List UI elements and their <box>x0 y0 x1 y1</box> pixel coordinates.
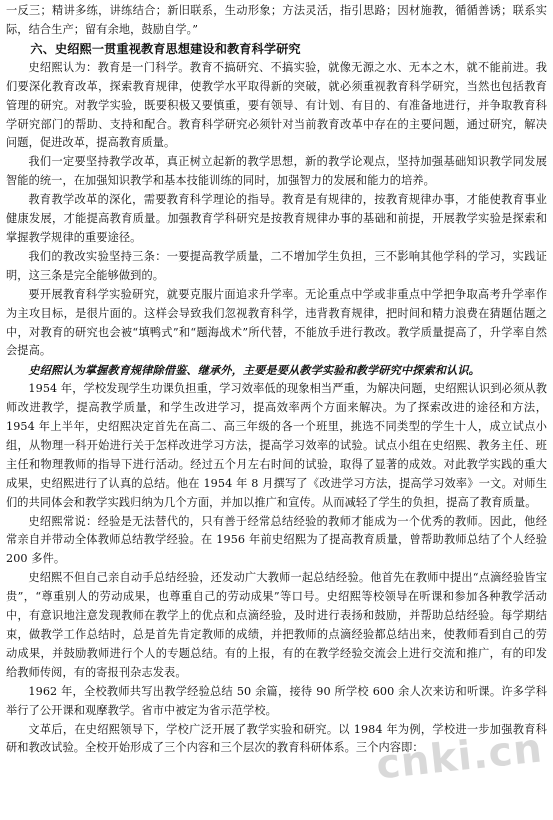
emphasis-paragraph: 史绍熙认为掌握教育规律除借鉴、继承外，主要是要从教学实验和教学研究中探索和认识。 <box>28 363 480 378</box>
article-body <box>6 2 547 758</box>
paragraph-4: 我们的教改实验坚持三条：一要提高教学质量，二不增加学生负担，三不影响其他学科的学习，实践证明，这三条是完全能够做到的。 <box>6 249 547 282</box>
paragraph-continuation: 一反三；精讲多练，讲练结合；新旧联系，生动形象；方法灵活，指引思路；因材施教，循循善诱；联系实际，结合生产；留有余地，鼓励自学。” <box>6 4 547 36</box>
watermark: cnki.cn <box>374 725 545 789</box>
paragraph-10: 1962 年，全校教师共写出教学经验总结 50 余篇，接待 90 所学校 600 余人次来访和听课。许多学科举行了公开课和观摩教学。省市中被定为省示范学校。 <box>6 684 547 717</box>
paragraph-9: 史绍熙不但自己亲自动手总结经验，还发动广大教师一起总结经验。他首先在教师中提出“点滴经验皆宝贵”，“尊重别人的劳动成果，也尊重自己的劳动成果”等口号。史绍熙等校领导在听课和参加各种教学活动中，有意识地注意发现教师在教学上的优点和点滴经验，及时进行表扬和鼓励，并帮助总结经验。每学期结束，做教学工作总结时，总是首先肯定教师的成绩，并把教师的点滴经验都总结出来，使教师看到自己的劳动成果，并鼓励教师进行个人的专题总结。有的上报，有的在教学经验交流会上进行交流和推广，有的印发给教师传阅，有的寄报刊杂志发表。 <box>6 571 547 679</box>
paragraph-2: 我们一定要坚持教学改革，真正树立起新的教学思想，新的教学论观点，坚持加强基础知识教学同发展智能的统一，在加强知识教学和基本技能训练的同时，加强智力的发展和能力的培养。 <box>6 155 547 188</box>
paragraph-5: 要开展教育科学实验研究，就要克服片面追求升学率。无论重点中学或非重点中学把争取高考升学率作为主攻目标，是很片面的。这样会导致我们忽视教育科学，违背教育规律，把时间和精力浪费在猜题估题之中，对教育的研究也会被“填鸭式”和“题海战术”所代替，不能放手进行教改。教学质量提高了，升学率自然会提高。 <box>6 287 547 358</box>
paragraph-7: 1954 年，学校发现学生功课负担重，学习效率低的现象相当严重，为解决问题，史绍熙认识到必须从教师改进教学，提高教学质量，和学生改进学习，提高效率两个方面来解决。为了探索改进的途径和方法，1954 年上半年，史绍熙决定首先在高二、高三年级的各一个班里，挑选不同类型的学生十人，成立试点小组，从物理一科开始进行关于怎样改进学习方法，提高学习效率的试验。试点小组在史绍熙、教务主任、班主任和物理教师的指导下进行活动。经过五个月左右时间的试验，取得了显著的成效。对此教学实践的重大成果，史绍熙进行了认真的总结。他在 1954 年 8 月撰写了《改进学习方法，提高学习效率》一文。对师生们的共同体会和教学实践归纳为几个方面，并加以推广和宣传。从而减轻了学生的负担，提高了教育质量。 <box>6 382 547 509</box>
paragraph-1: 史绍熙认为：教育是一门科学。教育不搞研究、不搞实验，就像无源之水、无本之木，就不能前进。我们要深化教育改革，探索教育规律，使教学水平取得新的突破，就必须重视教育科学研究，当然也包括教育管理的研究。对教学实验，既要积极又要慎重，要有领导、有计划、有目的、有准备地进行，并争取教育科学研究部门的帮助、支持和配合。教育科学研究必须针对当前教育改革中存在的主要问题，通过研究，解决问题，促进改革，提高教育质量。 <box>6 60 547 150</box>
paragraph-3: 教育教学改革的深化，需要教育科学理论的指导。教育是有规律的，按教育规律办事，才能使教育事业健康发展，才能提高教育质量。加强教育学科研究是按教育规律办事的基础和前提，开展教学实验是探索和掌握教学规律的重要途径。 <box>6 193 547 244</box>
section-heading: 六、史绍熙一贯重视教育思想建设和教育科学研究 <box>30 41 301 56</box>
paragraph-8: 史绍熙常说：经验是无法替代的，只有善于经常总结经验的教师才能成为一个优秀的教师。因此，他经常亲自并带动全体教师总结教学经验。在 1956 年前史绍熙为了提高教育质量，曾帮助教师总结了个人经验 200 多件。 <box>6 514 547 566</box>
paragraph-11: 文革后，在史绍熙领导下，学校广泛开展了教学实验和研究。以 1984 年为例，学校进一步加强教育科研和教改试验。全校开始形成了三个内容和三个层次的教育科研体系。三个内容即： <box>6 722 547 755</box>
